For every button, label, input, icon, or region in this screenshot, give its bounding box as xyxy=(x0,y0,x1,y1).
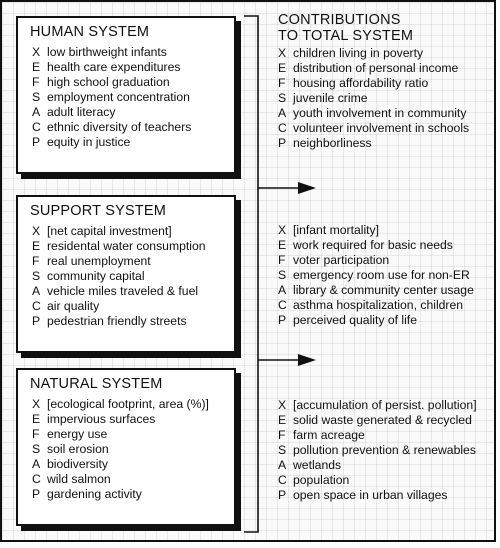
contribution-item xyxy=(278,91,469,106)
contribution-item xyxy=(278,136,469,151)
contribution-code: P xyxy=(278,313,287,327)
contribution-code: F xyxy=(278,428,286,442)
contribution-code: S xyxy=(278,268,287,282)
indicator-code: E xyxy=(32,412,41,426)
indicator-code: E xyxy=(32,239,41,253)
contribution-item xyxy=(278,458,477,473)
contribution-text: open space in urban villages xyxy=(293,488,448,502)
contribution-code: P xyxy=(278,136,287,150)
indicator-code: S xyxy=(32,90,41,104)
contribution-code: E xyxy=(278,238,287,252)
support-contributions xyxy=(278,223,474,328)
indicator-code: F xyxy=(32,254,40,268)
contribution-code: P xyxy=(278,488,287,502)
indicator-text: wild salmon xyxy=(47,472,111,486)
indicator-code: S xyxy=(32,442,41,456)
contribution-code: A xyxy=(278,106,287,120)
indicator-text: impervious surfaces xyxy=(47,412,156,426)
contribution-item xyxy=(278,223,474,238)
arrow-head-bottom xyxy=(298,354,316,366)
indicator-text: air quality xyxy=(47,299,100,313)
indicator-text: community capital xyxy=(47,269,145,283)
contribution-text: distribution of personal income xyxy=(293,61,459,75)
indicator-code: C xyxy=(32,120,41,134)
support-system-title: SUPPORT SYSTEM xyxy=(30,203,167,219)
contribution-text: library & community center usage xyxy=(293,283,474,297)
indicator-code: F xyxy=(32,75,40,89)
indicator-text: vehicle miles traveled & fuel xyxy=(47,284,199,298)
contribution-text: solid waste generated & recycled xyxy=(293,413,472,427)
indicator-code: C xyxy=(32,299,41,313)
indicator-text: real unemployment xyxy=(47,254,151,268)
indicator-code: S xyxy=(32,269,41,283)
contribution-text: emergency room use for non-ER xyxy=(293,268,470,282)
human-system-title: HUMAN SYSTEM xyxy=(30,24,150,40)
indicator-text: low birthweight infants xyxy=(47,45,167,59)
contribution-item xyxy=(278,313,474,328)
indicator-code: F xyxy=(32,427,40,441)
contribution-item xyxy=(278,238,474,253)
contribution-item xyxy=(278,76,469,91)
indicator-code: A xyxy=(32,457,41,471)
contribution-item xyxy=(278,473,477,488)
indicator-text: gardening activity xyxy=(47,487,142,501)
contribution-text: work required for basic needs xyxy=(293,238,453,252)
indicator-text: health care expenditures xyxy=(47,60,181,74)
indicator-text: adult literacy xyxy=(47,105,116,119)
contribution-code: C xyxy=(278,121,287,135)
contribution-code: C xyxy=(278,473,287,487)
indicator-code: A xyxy=(32,284,41,298)
contribution-text: voter participation xyxy=(293,253,390,267)
contribution-text: farm acreage xyxy=(293,428,365,442)
indicator-code: P xyxy=(32,135,41,149)
contribution-text: children living in poverty xyxy=(293,46,424,60)
contribution-code: X xyxy=(278,46,287,60)
total-system-title xyxy=(278,12,413,44)
contribution-code: A xyxy=(278,283,287,297)
contribution-item xyxy=(278,121,469,136)
contribution-text: perceived quality of life xyxy=(293,313,417,327)
indicator-text: energy use xyxy=(47,427,108,441)
contribution-code: X xyxy=(278,223,287,237)
total-system-title-line1: CONTRIBUTIONS xyxy=(278,12,401,28)
contribution-code: A xyxy=(278,458,287,472)
contribution-item xyxy=(278,61,469,76)
indicator-text: biodiversity xyxy=(47,457,108,471)
contribution-code: E xyxy=(278,413,287,427)
contribution-code: S xyxy=(278,91,287,105)
indicator-text: equity in justice xyxy=(47,135,131,149)
contribution-text: population xyxy=(293,473,350,487)
contribution-text: [infant mortality] xyxy=(293,223,380,237)
contribution-code: F xyxy=(278,253,286,267)
contribution-item xyxy=(278,283,474,298)
contribution-text: neighborliness xyxy=(293,136,372,150)
contribution-item xyxy=(278,413,477,428)
human-contributions xyxy=(278,46,469,151)
arrow-head-top xyxy=(298,182,316,194)
contribution-text: asthma hospitalization, children xyxy=(293,298,464,312)
indicator-code: X xyxy=(32,224,41,238)
contribution-item xyxy=(278,428,477,443)
indicator-code: C xyxy=(32,472,41,486)
contribution-text: pollution prevention & renewables xyxy=(293,443,476,457)
contribution-item xyxy=(278,106,469,121)
contribution-item xyxy=(278,253,474,268)
indicator-text: [ecological footprint, area (%)] xyxy=(47,397,209,411)
contribution-item xyxy=(278,443,477,458)
contribution-text: volunteer involvement in schools xyxy=(293,121,470,135)
contribution-text: youth involvement in community xyxy=(293,106,467,120)
contribution-item xyxy=(278,398,477,413)
contribution-item xyxy=(278,298,474,313)
indicator-text: pedestrian friendly streets xyxy=(47,314,187,328)
contribution-code: S xyxy=(278,443,287,457)
indicator-code: P xyxy=(32,314,41,328)
indicator-text: residental water consumption xyxy=(47,239,206,253)
contribution-code: E xyxy=(278,61,287,75)
indicator-code: P xyxy=(32,487,41,501)
contribution-text: juvenile crime xyxy=(293,91,368,105)
indicator-text: employment concentration xyxy=(47,90,190,104)
contribution-code: C xyxy=(278,298,287,312)
total-system-title-line2: TO TOTAL SYSTEM xyxy=(278,28,414,44)
indicator-text: ethnic diversity of teachers xyxy=(47,120,192,134)
indicator-text: high school graduation xyxy=(47,75,170,89)
natural-contributions xyxy=(278,398,477,503)
contribution-text: housing affordability ratio xyxy=(293,76,429,90)
contribution-item xyxy=(278,268,474,283)
contribution-text: [accumulation of persist. pollution] xyxy=(293,398,477,412)
indicator-code: A xyxy=(32,105,41,119)
indicator-text: soil erosion xyxy=(47,442,109,456)
natural-system-title: NATURAL SYSTEM xyxy=(30,376,163,392)
contribution-text: wetlands xyxy=(293,458,342,472)
contribution-item xyxy=(278,46,469,61)
indicator-text: [net capital investment] xyxy=(47,224,172,238)
indicator-code: X xyxy=(32,397,41,411)
contribution-code: F xyxy=(278,76,286,90)
bracket-line xyxy=(244,16,258,532)
indicator-code: X xyxy=(32,45,41,59)
indicator-code: E xyxy=(32,60,41,74)
contribution-item xyxy=(278,488,477,503)
contribution-code: X xyxy=(278,398,287,412)
